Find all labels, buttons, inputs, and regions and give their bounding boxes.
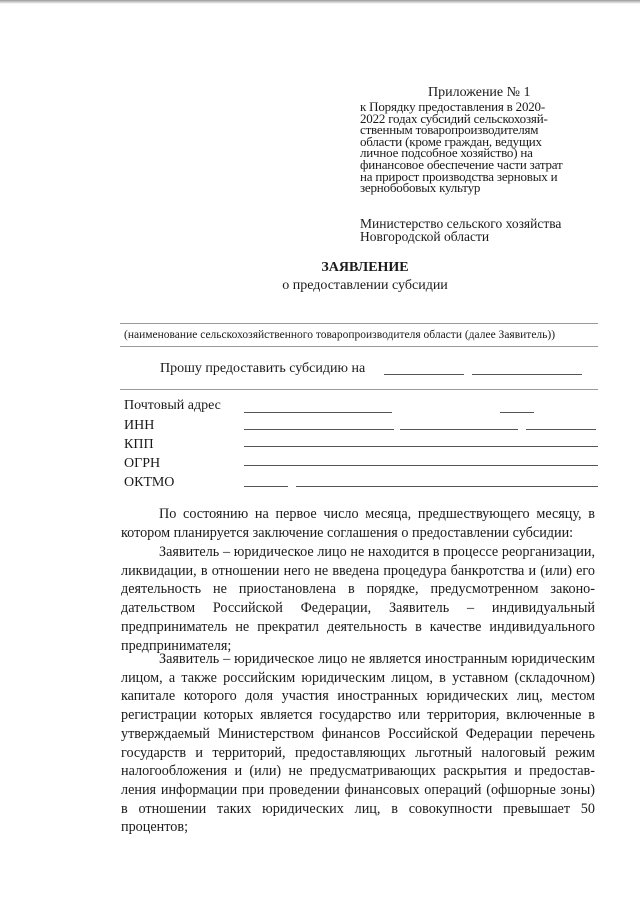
applicant-caption-underline (120, 346, 598, 347)
requisite-field-oktmo[interactable] (244, 486, 288, 487)
requisite-label-ogrn: ОГРН (124, 456, 161, 471)
requisite-label-oktmo: ОКТМО (124, 475, 175, 490)
document-title: ЗАЯВЛЕНИЕ (321, 260, 409, 275)
applicant-caption: (наименование сельскохозяйственного товаропроизводителя области (далее Заявитель)) (124, 329, 556, 341)
paragraph-foreign-entity (121, 650, 595, 837)
scan-edge (0, 0, 640, 4)
requisite-label-postal: Почтовый адрес (124, 398, 221, 413)
applicant-name-line[interactable] (120, 323, 598, 324)
paragraph-intro (121, 505, 595, 542)
requisite-field-kpp[interactable] (244, 446, 598, 447)
requisite-field-ogrn[interactable] (244, 465, 598, 466)
subsidy-purpose-line-3[interactable] (120, 389, 598, 390)
paragraph-reorganization-text: Заявитель – юридическое лицо не находится в процессе реорганизации, ликвидации, в отношении него не введена процедура банкротства и (или) его деятельность не приостановлена в порядке, предусмотренном законо-дательством Российской Федерации, Заявитель – индивидуальный предприниматель не прекратил деятельность в качестве индивидуального предпринимателя; (121, 544, 595, 654)
ministry-recipient: Министерство сельского хозяйства Новгородской области (360, 216, 562, 244)
requisite-field-inn-3[interactable] (526, 429, 596, 430)
paragraph-intro-text: По состоянию на первое число месяца, предшествующего месяцу, в котором планируется заключение соглашения о предоставлении субсидии: (121, 506, 595, 541)
paragraph-foreign-entity-text: Заявитель – юридическое лицо не является иностранным юридическим лицом, а также российским юридическим лицом, в уставном (складочном) капитале которого доля участия иностранных юридических лиц, местом регистрации которых является государство или территория, включенные в утверждаемый Министерством финансов Российской Федерации перечень государств и территорий, предоставляющих льготный налоговый режим налогообложения и (или) не предусматривающих раскрытия и предостав-ления информации при проведении финансовых операций (офшорные зоны) в отношении таких юридических лиц, в совокупности превышает 50 процентов; (121, 651, 595, 836)
requisite-field-postal-2[interactable] (500, 412, 534, 413)
requisite-field-inn[interactable] (244, 429, 394, 430)
requisite-label-kpp: КПП (124, 437, 154, 452)
request-text: Прошу предоставить субсидию на (160, 361, 366, 376)
subsidy-purpose-line[interactable] (384, 374, 464, 375)
requisite-field-inn-2[interactable] (400, 429, 518, 430)
requisite-label-inn: ИНН (124, 418, 155, 433)
document-subtitle: о предоставлении субсидии (282, 278, 448, 293)
paragraph-reorganization (121, 543, 595, 655)
appendix-text: к Порядку предоставления в 2020- 2022 годах субсидий сельскохозяй- ственным товаропроизводителям области (кроме граждан, ведущих личное подсобное хозяйство) на финансовое обеспечение части затрат на прирост производства зерновых и зернобобовых культур (360, 99, 563, 196)
appendix-number: Приложение № 1 (428, 85, 531, 100)
subsidy-purpose-line-2[interactable] (472, 374, 582, 375)
requisite-field-oktmo-2[interactable] (296, 486, 598, 487)
requisite-field-postal[interactable] (244, 412, 392, 413)
